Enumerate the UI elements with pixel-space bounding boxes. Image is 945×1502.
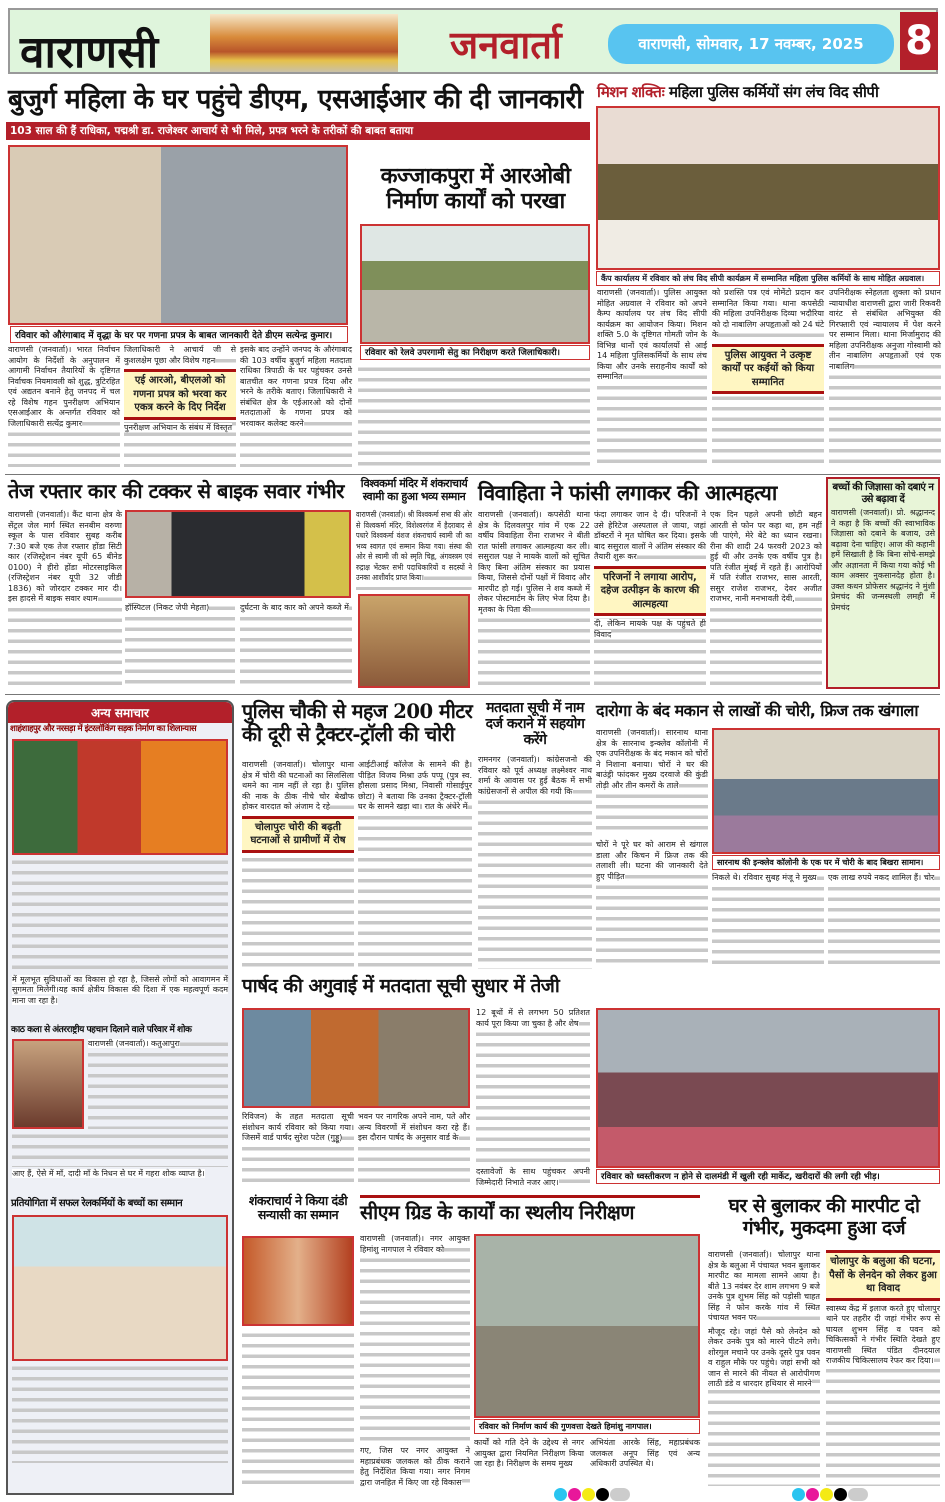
mission-col1: वाराणसी (जनवार्ता)। पुलिस आयुक्त मोहित अग्रवाल ने रविवार को अपने कैम्प कार्यालय पर लंच विद सीपी कार्यक्रम का आयोजन किया। मिशन शक्ति 5.0 के दृष्टिगत गोमती जोन के विभिन्न थानों एवं कार्यालयों से आई 14 महिला पुलिसकर्मियों के साथ लंच किया और उनके सराहनीय कार्यों को सम्मानित [597, 288, 707, 468]
mission-col2 [712, 288, 824, 468]
marpeet-highlight-box: चोलापुर के बलुआ की घटना, पैसों के लेनदेन को लेकर हुआ था विवाद [826, 1250, 940, 1301]
vivahita-headline: विवाहिता ने फांसी लगाकर की आत्महत्या [478, 481, 777, 505]
chowki-col2: आईटीआई कॉलेज के सामने की है। पीड़ित विजय मिश्रा उर्फ पप्पू (पुत्र स्व. हौसला प्रसाद मिश्रा, निवासी गोसाईपुर छोटा) ने बताया कि उनका ट्रैक्टर-ट्रॉली घर के सामने खड़ा था। रात के अंधेरे में [358, 760, 472, 968]
parshad-photo [242, 1008, 470, 1108]
mission-title: महिला पुलिस कर्मियों संग लंच विद सीपी [669, 83, 879, 101]
newspaper-logo: जनवार्ता [450, 22, 562, 67]
lead-col2 [124, 345, 236, 467]
shankar-body [242, 1330, 354, 1486]
mission-col2-text: को प्रशस्ति पत्र एवं मोमेंटो प्रदान कर सम्मानित किया गया। थाना कपसेठी की महिला उपनिरीक्षक दिव्या भदौरिया को दो नाबालिग अपहृताओं को 24 घंटे के [712, 288, 824, 339]
cmgrid-photo [474, 1234, 700, 1418]
lead-photo [8, 145, 348, 325]
foundation-stone-photo [12, 739, 228, 855]
daroga-caption: सारनाथ की इन्क्लेव कॉलोनी के एक घर में चोरी के बाद बिखरा सामान। [712, 855, 940, 870]
other-story1-end: में मूलभूत सुविधाओं का विकास हो रहा है, जिससे लोगों को आवागमन में सुगमता मिलेगी।यह कार्य क्षेत्रीय विकास की दिशा में एक महत्वपूर्ण कदम माना जा रहा है। [12, 974, 228, 1005]
vivahita-col2 [594, 510, 706, 688]
other-story2-more [12, 1131, 228, 1167]
chowki-col1 [242, 760, 354, 968]
cmgrid-headline: सीएम ग्रिड के कार्यों का स्थलीय निरीक्षण [360, 1201, 634, 1224]
divider [5, 474, 940, 475]
daroga-col1: वाराणसी (जनवार्ता)। सारनाथ थाना क्षेत्र के सारनाथ इन्क्लेव कॉलोनी में एक उपनिरीक्षक के बंद मकान को चोरों ने निशाना बनाया। चोरों ने घर की बाउंड्री फांदकर मुख्य दरवाजे की कुंडी तोड़ी और तीन कमरों के ताले [596, 728, 708, 836]
lead-headline: बुजुर्ग महिला के घर पहुंचे डीएम, एसआईआर की दी जानकारी [8, 84, 583, 115]
daroga-photo [712, 728, 940, 854]
parshad-col-c: दस्तावेजों के साथ पहुंचकर अपनी जिम्मेदारी निभाते नजर आए। [476, 1167, 590, 1187]
ghat-photo [210, 14, 398, 72]
marpeet-headline: घर से बुलाकर की मारपीट दो गंभीर, मुकदमा हुआ दर्ज [728, 1195, 920, 1239]
chowki-highlight-box: चोलापुरः चोरी की बढ़ती घटनाओं से ग्रामीणों में रोष [242, 816, 354, 853]
magenta-dot [568, 1488, 581, 1501]
other-story2-headline: काठ कला से अंतरराष्ट्रीय पहचान दिलाने वाले परिवार में शोक [11, 1024, 192, 1035]
dalmandi-photo [596, 1008, 940, 1168]
matdata-headline: मतदाता सूची में नाम दर्ज कराने में सहयोग करेंगे [485, 700, 585, 749]
marpeet-col3-text: स्वास्थ्य केंद्र में इलाज करते हुए चोलापुर थाने पर तहरीर दी जहां गंभीर रूप से घायल शुभम सिंह व पवन को चिकित्सकों ने गंभीर स्थिति देखते हुए वाराणसी स्थित पंडित दीनदयाल राजकीय चिकित्सालय रेफर कर दिया। [826, 1303, 940, 1365]
parshad-headline: पार्षद की अगुवाई में मतदाता सूची सुधार में तेजी [242, 975, 560, 997]
rob-body [358, 364, 590, 469]
marpeet-col2 [826, 1250, 940, 1486]
vivahita-col2-text: फंदा लगाकर जान दे दी। परिजनों ने उसे हेरिटेज अस्पताल ले जाया, जहां डॉक्टरों ने मृत घोषित कर दिया। इसके बाद ससुराल वालों ने अंतिम संस्कार की तैयारी शुरू कर [594, 510, 706, 561]
lead-col1: वाराणसी (जनवार्ता)। भारत निर्वाचन आयोग के निर्देशों के अनुपालन में आगामी निर्वाचन तैयारियों के दृष्टिगत निर्वाचक नियमावली को शुद्ध, त्रुटिरहित एवं अद्यतन बनाने हेतु जनपद में चल रहे विशेष गहन पुनरीक्षण अभियान एसआईआर के अन्तर्गत रविवार को जिलाधिकारी सत्येंद्र कुमार [8, 345, 120, 467]
yellow-dot [582, 1488, 595, 1501]
lead-highlight-box: एई आरओ, बीएलओ को गणना प्रपत्र को भरवा कर एकत्र करने के दिए निर्देश [124, 369, 236, 420]
cmgrid-col1-end: गए, जिस पर नगर आयुक्त ने महाप्रबंधक जलकल को ठीक कराने हेतु निर्देशित किया गया। नगर निगम द्वारा जनहित में किए जा रहे विकास [360, 1446, 470, 1487]
vivahita-highlight-box: परिजनों ने लगाया आरोप, दहेज उत्पीड़न के कारण की आत्महत्या [594, 566, 706, 617]
rob-photo [360, 224, 590, 344]
other-story2-end: आए हैं, ऐसे में माँ, दादी माँ के निधन से घर में गहरा शोक व्याप्त है। [12, 1169, 205, 1179]
mission-photo [596, 106, 940, 270]
cyan-dot [554, 1488, 567, 1501]
grey-mark [848, 1488, 868, 1501]
daroga-col3: एक लाख रुपये नकद शामिल हैं। चोर [828, 873, 940, 969]
car-headline: तेज रफ्तार कार की टक्कर से बाइक सवार गंभीर [8, 479, 344, 503]
other-story1-headline: शाहंशाहपुर और नरसड़ा में इंटरलॉकिंग सड़क निर्माण का शिलान्यास [10, 724, 197, 734]
vivahita-col3: एक दिन पहले अपनी छोटी बहन आरती से फोन पर कहा था, हम नहीं जी पाएंगे, मेरे बेटे का ध्यान रखना। रीना की शादी 24 फरवरी 2023 को हुई थी और उनके एक वर्षीय पुत्र है। पति रंजीत मुंबई में रहते हैं। आरोपियों में पति रंजीत राजभर, सास आरती, ससुर राजेश राजभर, देवर अजीत राजभर, नानी मनभावती देवी, [710, 510, 822, 688]
page-number: 8 [900, 12, 938, 70]
yellow-dot [820, 1488, 833, 1501]
shankar-headline: शंकराचार्य ने किया दंडी सन्यासी का सम्मान [248, 1193, 348, 1223]
print-registration-marks [0, 1488, 945, 1502]
date-pill: वाराणसी, सोमवार, 17 नवम्बर, 2025 [608, 24, 894, 64]
cmgrid-col2: कार्यों को गति देने के उद्देश्य से नगर आयुक्त द्वारा नियमित निरीक्षण किया जा रहा है। निरीक्षण के समय मुख्य [474, 1438, 584, 1468]
car-photo [125, 510, 351, 598]
rob-caption: रविवार को रेलवे उपरगामी सेतु का निरीक्षण करते जिलाधिकारी। [360, 345, 590, 360]
cmgrid-col3: अभियंता आरके सिंह, महाप्रबंधक जलकल अनूप सिंह एवं अन्य अधिकारी उपस्थित थे। [590, 1438, 700, 1468]
daroga-col2: निकले थे। रविवार सुबह मंजू ने मुख्य [712, 873, 824, 969]
marpeet-col2-text: मौजूद रहे। जहां पैसे को लेनदेन को लेकर उनके पुत्र को मारने पीटने लगे। शोरगुल मचाने पर उनके दूसरे पुत्र पवन व राहुल मौके पर पहुंचे। जहां सभी को जान से मारने की नीयत से आरोपीगण लाठी डंडे व धारदार हथियार से मारने [708, 1326, 820, 1388]
magenta-dot [806, 1488, 819, 1501]
children-award-photo [12, 1215, 228, 1361]
cmgrid-rule [360, 1195, 700, 1198]
parshad-col1 [476, 1008, 590, 1188]
rob-headline: कज्जाकपुरा में आरओबी निर्माण कार्यों को परखा [380, 163, 571, 215]
section-title: वाराणसी [20, 27, 159, 78]
cmgrid-col1 [360, 1234, 470, 1488]
other-news-panel [6, 700, 234, 1495]
mission-caption: कैंप कार्यालय में रविवार को लंच विद सीपी कार्यक्रम में सम्मानित महिला पुलिस कर्मियों के साथ मोहित अग्रवाल। [596, 271, 940, 286]
kids-box [826, 477, 940, 689]
grey-mark [610, 1488, 630, 1501]
lead-col2-text: जिलाधिकारी ने आचार्य जी से कुशलक्षेम पूछा और विशेष गहन [124, 345, 236, 365]
divider [5, 694, 940, 695]
parshad-col-b: भवन पर नागरिक अपने नाम, पते और अन्य विवरणों में संशोधन करा रहे हैं। इस दौरान पार्षद के अनुसार वार्ड के [358, 1112, 470, 1188]
shankar-photo [242, 1236, 354, 1326]
car-col1: वाराणसी (जनवार्ता)। कैंट थाना क्षेत्र के सेंट्रल जेल मार्ग स्थित सनबीम वरुणा स्कूल के पास रविवार सुबह करीब 7:30 बजे एक तेज रफ्तार होंडा सिटी कार (रजिस्ट्रेशन नंबर यूपी 65 बीनेड 0100) ने हीरो होंडा मोटरसाइकिल (रजिस्ट्रेशन नंबर यूपी 32 जीडी 1836) को जोरदार टक्कर मार दी। इस हादसे में बाइक सवार श्याम [8, 510, 122, 690]
black-dot [834, 1488, 847, 1501]
vishwakarma-headline: विश्वकर्मा मंदिर में शंकराचार्य स्वामी का हुआ भव्य सम्मान [360, 477, 468, 503]
kids-body: वाराणसी (जनवार्ता)। प्रो. श्रद्धानन्द ने कहा है कि बच्चों की स्वाभाविक जिज्ञासा को दबाने के बजाय, उसे बढ़ावा देना चाहिए। आज की कहानी हमें सिखाती है कि बिना सोचे-समझे और अज्ञानता में किया गया कोई भी काम अक्सर नुकसानदेह होता है। उक्त कथन प्रोफेसर श्रद्धानंद ने मुंशी प्रेमचंद की जन्मस्थली लमही में प्रेमचंद [831, 508, 935, 612]
daroga-col1b: चोरों ने पूरे घर को आराम से खंगाल डाला और किचन में फ्रिज तक की तलाशी ली। घटना की जानकारी देते हुए पीड़ित [596, 840, 708, 968]
marpeet-col1-text: वाराणसी (जनवार्ता)। चोलापुर थाना क्षेत्र के बलुआ में पंचायत भवन बुलाकर मारपीट का मामला सामने आया है। बीते 13 नवंबर देर शाम लगभग 9 बजे उनके पुत्र शुभम सिंह को पड़ोसी चाहत सिंह ने फोन करके गांव में स्थित पंचायत भवन पर [708, 1250, 820, 1322]
other-story1-body [12, 857, 228, 973]
mission-col3: उपनिरीक्षक स्नेहलता शुक्ला को प्रधान न्यायाधीश वाराणसी द्वारा जारी रिकवरी वारंट से संबंधित अभियुक्त की गिरफ्तारी एवं न्यायालय में पेश करने पर सम्मान मिला। थाना मिर्जामुराद की महिला उपनिरीक्षक अनुजा गोस्वामी को तीन नाबालिग अपहृताओं एवं एक नाबालिग [829, 288, 941, 468]
cmgrid-col1-text: वाराणसी (जनवार्ता)। नगर आयुक्त हिमांशु नागपाल ने रविवार को [360, 1234, 470, 1254]
kids-headline: बच्चों की जिज्ञासा को दबाएं न उसे बढ़ावा दें [832, 482, 934, 505]
parshad-col-a: रिविजन) के तहत मतदाता सूची संशोधन कार्य रविवार को किया गया। जिसमें वार्ड पार्षद सुरेश पटेल (गुड्डू) [242, 1112, 354, 1188]
other-story3-body [12, 1363, 228, 1463]
car-col3: दुर्घटना के बाद कार को अपने कब्जे में [240, 603, 352, 689]
lead-col2b-text: पुनरीक्षण अभियान के संबंध में विस्तृत [124, 422, 233, 432]
mission-label: मिशन शक्तिः [597, 83, 665, 101]
parshad-col1-text: 12 बूथों में से लगभग 50 प्रतिशत कार्य पूरा किया जा चुका है और शेष [476, 1008, 590, 1028]
dalmandi-caption: रविवार को ध्वस्तीकरण न होने से दालमंडी में खुली रही मार्केट, खरीदारों की लगी रही भीड़। [596, 1169, 940, 1184]
other-story3-headline: प्रतियोगिता में सफल रेलकर्मियों के बच्चों का सम्मान [11, 1198, 183, 1210]
lead-caption: रविवार को औरंगाबाद में वृद्धा के घर पर गणना प्रपत्र के बाबत जानकारी देते डीएम सत्येन्द्र कुमार। [10, 326, 348, 343]
vishwakarma-photo [358, 594, 470, 688]
lead-col3: इसके बाद उन्होंने जनपद के औरंगाबाद की 103 वर्षीय बुजुर्ग महिला मतदाता राधिका त्रिपाठी के घर पहुंचकर उनसे बातचीत कर गणना प्रपत्र दिया और भरने के तरीके बताए। जिलाधिकारी ने संबंधित क्षेत्र के एईआरओ को दोनों मतदाताओं के गणना प्रपत्र को भरवाकर कलेक्ट करने [240, 345, 352, 467]
matdata-body: रामनगर (जनवार्ता)। कांग्रेसजनो की रविवार को पूर्व अध्यक्ष लक्ष्मेश्वर नाथ शर्मा के आवास पर हुई बैठक में सभी कांग्रेसजनों से अपील की गयी कि [478, 755, 592, 969]
vivahita-col1: वाराणसी (जनवार्ता)। कपसेठी थाना क्षेत्र के दिलवलपुर गांव में एक 22 वर्षीय विवाहिता रीना राजभर ने बीती रात फांसी लगाकर आत्महत्या कर ली। ससुराल पक्ष ने मायके वालों को सूचित किए बिना अंतिम संस्कार का प्रयास किया, जिससे दोनों पक्षों में विवाद और मारपीट हो गई। पुलिस ने शव कब्जे में लेकर पोस्टमार्टम के लिए भेज दिया है। मृतका के पिता की [478, 510, 590, 688]
chowki-col1-text: वाराणसी (जनवार्ता)। चोलापुर थाना क्षेत्र में चोरी की घटनाओं का सिलसिला थमने का नाम नहीं ले रहा है। पुलिस की नाक के ठीक नीचे चोर बेखौफ होकर वारदात को अंजाम दे रहे [242, 760, 354, 811]
car-col2: हॉस्पिटल (निकट जेपी मेहता) [125, 603, 235, 689]
chowki-headline: पुलिस चौकी से महज 200 मीटर की दूरी से ट्रैक्टर-ट्रॉली की चोरी [242, 699, 473, 746]
vivahita-col2b-text: दी, लेकिन मायके पक्ष के पहुंचते ही विवाद [594, 619, 706, 639]
cmgrid-caption: रविवार को निर्माण कार्य की गुणवत्ता देखते हिमांशु नागपाल। [474, 1419, 700, 1434]
daroga-headline: दारोगा के बंद मकान से लाखों की चोरी, फ्रिज तक खंगाला [596, 701, 919, 720]
cyan-dot [792, 1488, 805, 1501]
mission-highlight-box: पुलिस आयुक्त ने उत्कृष्ट कार्यों पर कईयों को किया सम्मानित [712, 344, 824, 395]
black-dot [596, 1488, 609, 1501]
vishwakarma-body: वाराणसी (जनवार्ता)। श्री विश्वकर्मा सभा की ओर से विश्वकर्मा मंदिर, विशेश्वरगंज में हैदराबाद से पधारे विश्वकर्मा वंशज शंकराचार्य स्वामी जी का भव्य स्वागत एवं सम्मान किया गया। संस्था की ओर से स्वामी जी को स्मृति चिह्न, अंगवस्त्रम एवं रुद्राक्ष भेंटकर सभी पदाधिकारियों व सदस्यों ने उनका आशीर्वाद प्राप्त किया। [356, 510, 472, 590]
obituary-photo [12, 1039, 84, 1129]
masthead [8, 8, 938, 78]
mission-headline [597, 84, 940, 101]
marpeet-col1 [708, 1250, 820, 1486]
lead-subhead: 103 साल की हैं राधिका, पद्मश्री डा. राजेश्वर आचार्य से भी मिले, प्रपत्र भरने के तरीकों की बाबत बताया [6, 122, 590, 140]
other-news-title: अन्य समाचार [8, 702, 232, 723]
other-story2-body: वाराणसी (जनवार्ता)। कतुआपुरा [88, 1039, 228, 1129]
